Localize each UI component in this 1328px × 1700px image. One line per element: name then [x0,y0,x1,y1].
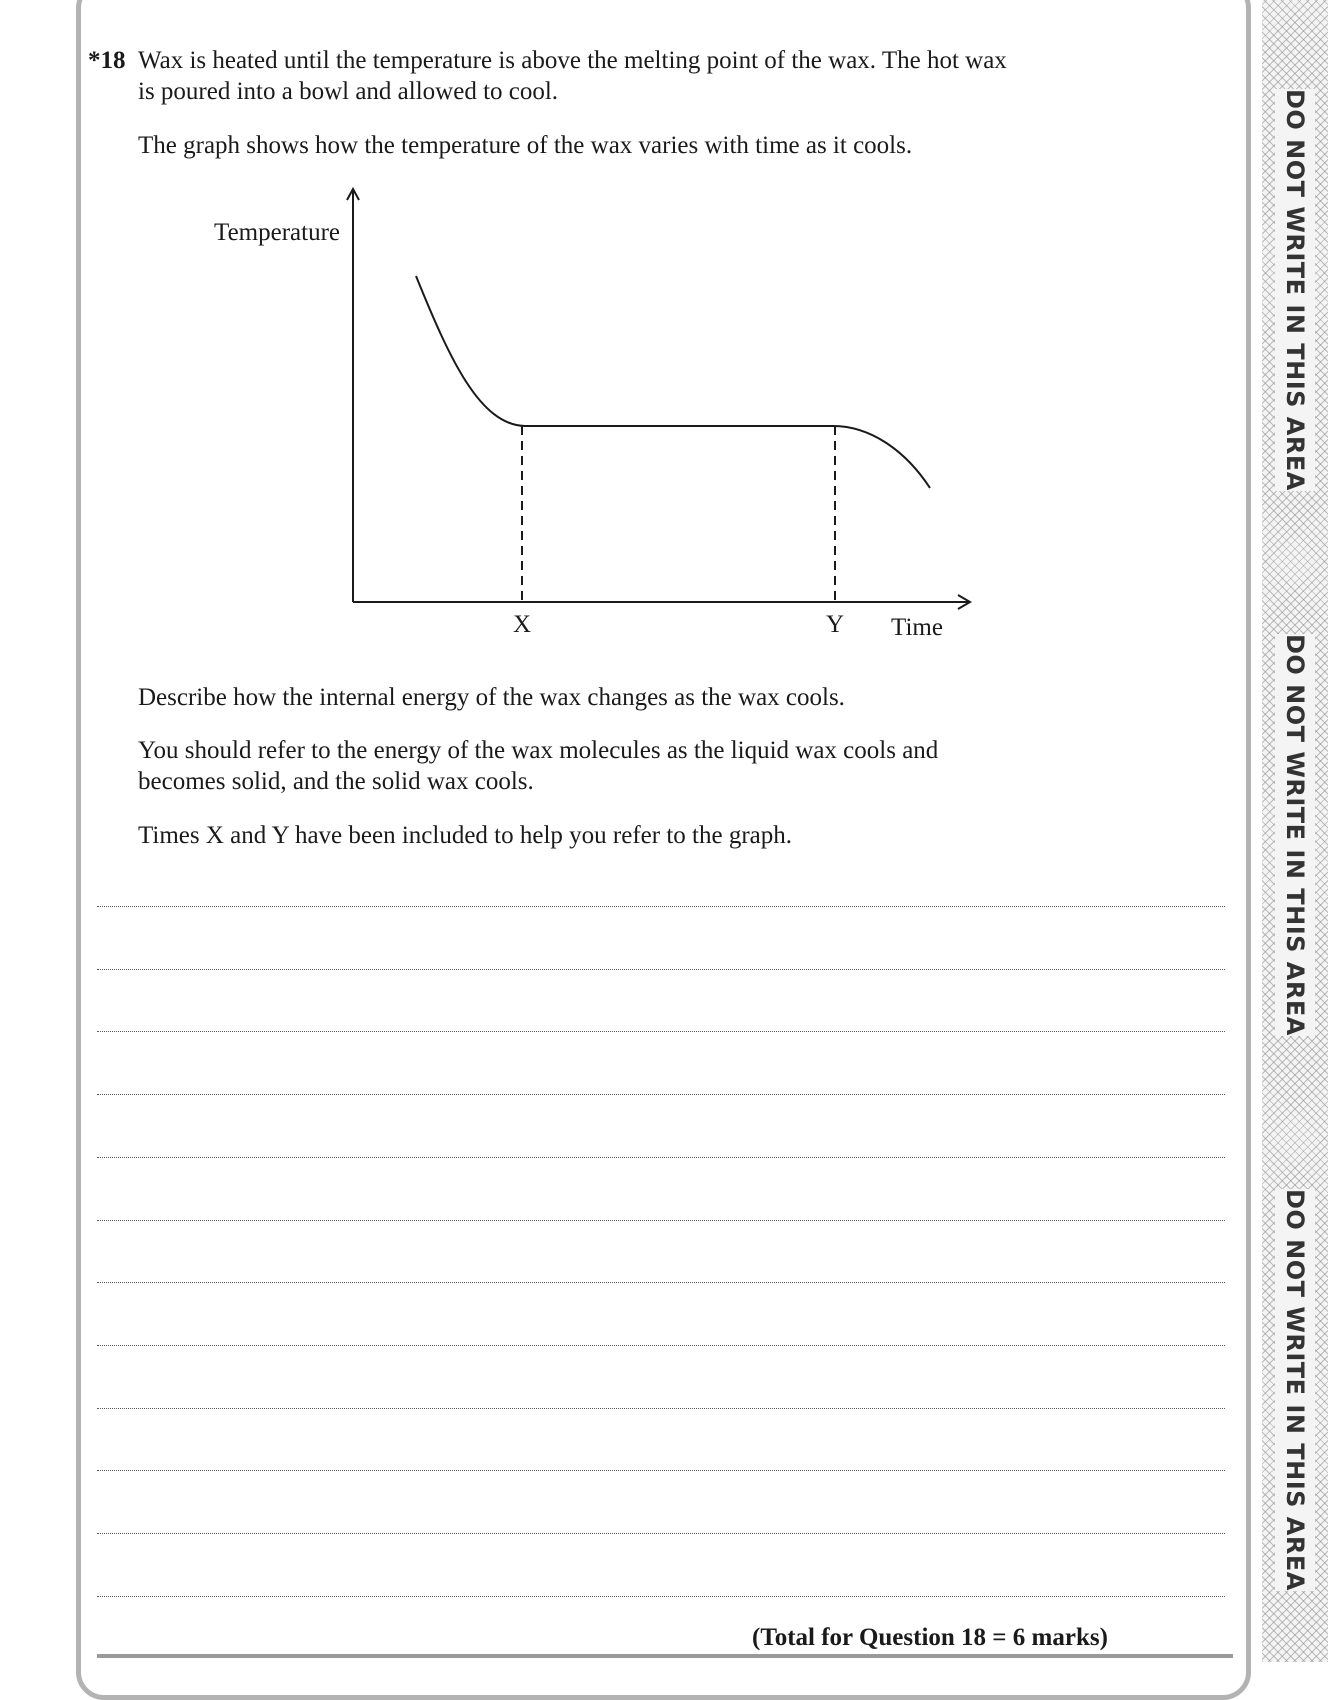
cooling-curve [416,276,930,488]
answer-line[interactable] [97,969,1225,970]
refer-line-1: You should refer to the energy of the wax molecules as the liquid wax cools and [138,737,939,764]
answer-line[interactable] [97,1408,1225,1409]
x-axis-label: Time [891,614,943,640]
margin-warning-bottom: DO NOT WRITE IN THIS AREA [1262,1200,1328,1580]
answer-line[interactable] [97,1094,1225,1095]
answer-line[interactable] [97,1596,1225,1597]
x-marker-label-y: Y [825,611,845,638]
graph-intro: The graph shows how the temperature of the wax varies with time as it cools. [138,132,913,159]
refer-line-2: becomes solid, and the solid wax cools. [138,768,534,795]
question-total: (Total for Question 18 = 6 marks) [752,1624,1108,1651]
describe-instruction: Describe how the internal energy of the wax changes as the wax cools. [138,684,845,711]
intro-line-2: is poured into a bowl and allowed to cool. [138,78,559,105]
answer-line[interactable] [97,1345,1225,1346]
answer-line[interactable] [97,1282,1225,1283]
times-note: Times X and Y have been included to help you refer to the graph. [138,822,792,849]
y-axis-label: Temperature [214,219,340,246]
margin-warning-middle: DO NOT WRITE IN THIS AREA [1262,645,1328,1025]
answer-line[interactable] [97,1533,1225,1534]
bottom-rule [97,1654,1233,1658]
cooling-graph [190,180,990,640]
intro-line-1: Wax is heated until the temperature is above the melting point of the wax. The hot wax [138,47,1007,74]
x-marker-label-x: X [512,611,532,638]
answer-line[interactable] [97,1220,1225,1221]
answer-line[interactable] [97,1031,1225,1032]
answer-line[interactable] [97,1157,1225,1158]
answer-line[interactable] [97,1470,1225,1471]
margin-warning-top: DO NOT WRITE IN THIS AREA [1262,100,1328,480]
question-number: *18 [88,47,126,74]
answer-line[interactable] [97,906,1225,907]
